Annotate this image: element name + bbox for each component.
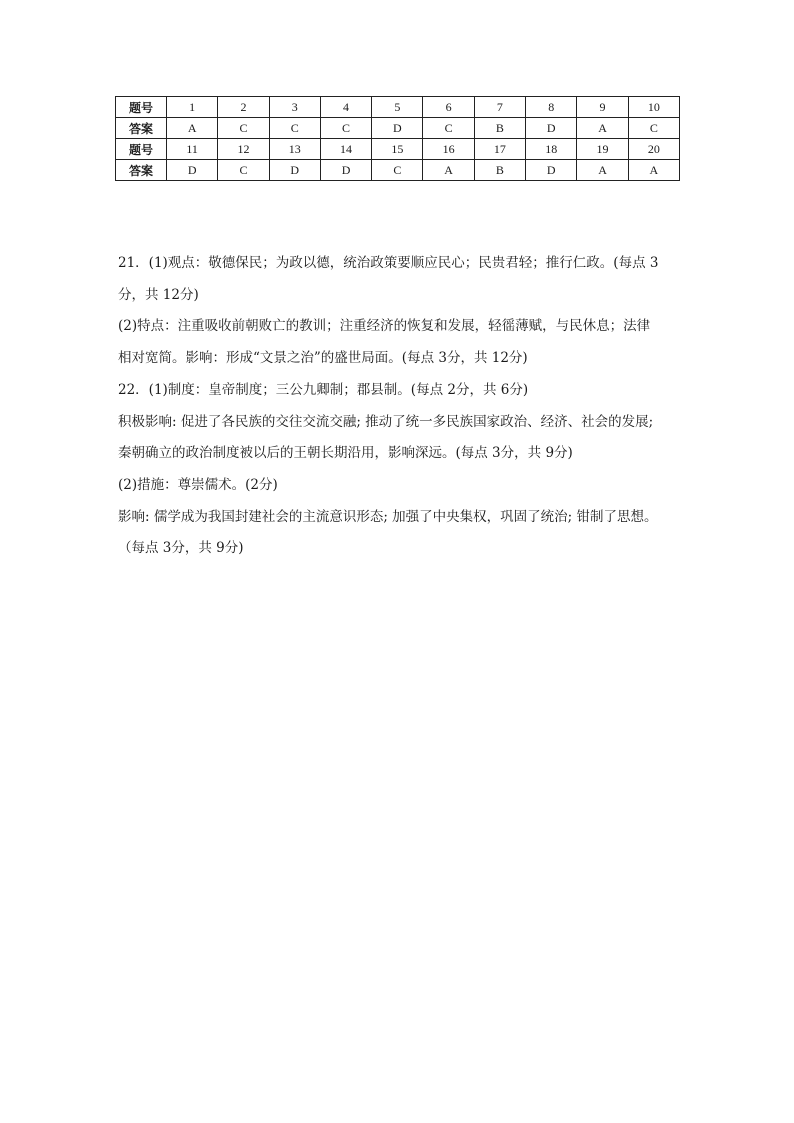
table-cell: 13 [269, 139, 320, 160]
table-cell: C [423, 118, 474, 139]
row-header: 题号 [116, 139, 167, 160]
table-cell: A [167, 118, 218, 139]
table-row [116, 139, 680, 160]
answer-line: （每点 3分，共 9分) [118, 540, 244, 557]
table-cell: 14 [320, 139, 371, 160]
table-cell: 8 [526, 97, 577, 118]
table-cell: C [218, 160, 269, 181]
row-header: 答案 [116, 118, 167, 139]
table-cell: 11 [167, 139, 218, 160]
answer-line: (2)措施：尊崇儒术。(2分) [118, 476, 278, 493]
table-cell: A [577, 118, 628, 139]
table-cell: 9 [577, 97, 628, 118]
table-cell: B [474, 160, 525, 181]
table-cell: 6 [423, 97, 474, 118]
table-cell: C [628, 118, 679, 139]
table-cell: C [372, 160, 423, 181]
table-cell: D [167, 160, 218, 181]
answer-explanations [118, 248, 688, 565]
answer-line: 影响: 儒学成为我国封建社会的主流意识形态; 加强了中央集权，巩固了统治; 钳制了思想。 [118, 508, 658, 525]
table-cell: 5 [372, 97, 423, 118]
table-cell: 3 [269, 97, 320, 118]
answer-line: 分，共 12分) [118, 286, 199, 303]
table-cell: 20 [628, 139, 679, 160]
table-cell: 15 [372, 139, 423, 160]
answer-line: 秦朝确立的政治制度被以后的王朝长期沿用，影响深远。(每点 3分，共 9分) [118, 445, 573, 462]
table-cell: D [372, 118, 423, 139]
table-cell: B [474, 118, 525, 139]
answer-key-table [115, 96, 680, 181]
row-header: 答案 [116, 160, 167, 181]
answer-line: 相对宽简。影响：形成“文景之治”的盛世局面。(每点 3分，共 12分) [118, 350, 528, 367]
answer-line: 22．(1)制度：皇帝制度；三公九卿制；郡县制。(每点 2分，共 6分) [118, 381, 529, 398]
table-cell: A [423, 160, 474, 181]
table-cell: 4 [320, 97, 371, 118]
table-cell: C [269, 118, 320, 139]
table-cell: 16 [423, 139, 474, 160]
table-cell: 2 [218, 97, 269, 118]
table-cell: D [526, 118, 577, 139]
table-cell: 12 [218, 139, 269, 160]
table-row [116, 160, 680, 181]
table-cell: A [628, 160, 679, 181]
answer-line: 21．(1)观点：敬德保民；为政以德，统治政策要顺应民心；民贵君轻；推行仁政。(每点 3 [118, 255, 659, 271]
table-cell: 17 [474, 139, 525, 160]
table-row [116, 97, 680, 118]
table-cell: 18 [526, 139, 577, 160]
table-cell: 1 [167, 97, 218, 118]
answer-line: 积极影响: 促进了各民族的交往交流交融; 推动了统一多民族国家政治、经济、社会的发展; [118, 413, 654, 430]
table-cell: 19 [577, 139, 628, 160]
table-cell: C [320, 118, 371, 139]
table-cell: D [320, 160, 371, 181]
table-cell: A [577, 160, 628, 181]
table-cell: C [218, 118, 269, 139]
table-cell: D [269, 160, 320, 181]
table-row [116, 118, 680, 139]
table-cell: 7 [474, 97, 525, 118]
table-cell: D [526, 160, 577, 181]
row-header: 题号 [116, 97, 167, 118]
answer-line: (2)特点：注重吸收前朝败亡的教训；注重经济的恢复和发展，轻徭薄赋，与民休息；法律 [118, 318, 651, 335]
table-cell: 10 [628, 97, 679, 118]
